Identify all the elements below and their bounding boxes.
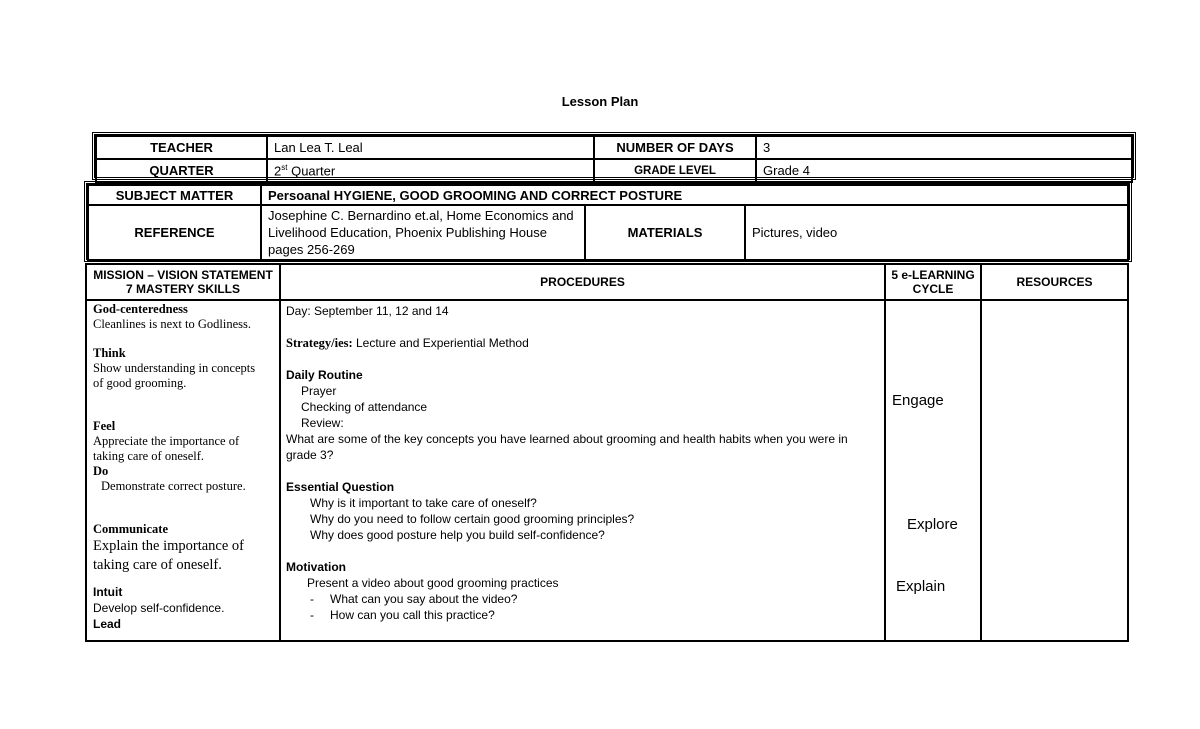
skill-title: God-centeredness (93, 302, 188, 316)
motivation-text: Present a video about good grooming practices (307, 576, 559, 590)
procedures-table (85, 263, 1129, 642)
teacher-value: Lan Lea T. Leal (267, 136, 594, 159)
cycle-engage: Engage (892, 392, 944, 409)
skill-text: Cleanlines is next to Godliness. (93, 317, 251, 331)
routine-item: Review: (301, 416, 344, 430)
resources-header: RESOURCES (981, 264, 1128, 300)
motivation-item-text: What can you say about the video? (330, 592, 518, 606)
essential-item: Why does good posture help you build self-confidence? (310, 528, 605, 542)
review-question-cont: grade 3? (286, 448, 334, 462)
skill-title: Communicate (93, 522, 168, 536)
reference-line: Josephine C. Bernardino et.al, Home Economics and (268, 208, 574, 223)
routine-title: Daily Routine (286, 368, 363, 382)
cycle-explain: Explain (896, 578, 946, 595)
skill-text: taking care of oneself. (93, 449, 205, 463)
grade-value: Grade 4 (756, 159, 1132, 182)
procedures-header: PROCEDURES (280, 264, 885, 300)
mission-header-line2: 7 MASTERY SKILLS (125, 282, 241, 296)
cycle-header-line2: CYCLE (912, 282, 954, 296)
routine-item: Checking of attendance (301, 400, 428, 414)
quarter-word: Quarter (287, 163, 336, 179)
mission-header (86, 264, 280, 300)
skill-text: Appreciate the importance of (93, 434, 240, 448)
motivation-item: - How can you call this practice? (310, 608, 495, 622)
day-line: Day: September 11, 12 and 14 (286, 304, 449, 318)
quarter-number: 2 (274, 163, 282, 179)
essential-item: Why do you need to follow certain good grooming principles? (310, 512, 635, 526)
routine-item: Prayer (301, 384, 337, 398)
motivation-item-text: How can you call this practice? (330, 608, 495, 622)
cycle-header (885, 264, 981, 300)
cycle-header-line1: 5 e-LEARNING (891, 268, 975, 282)
skill-text: Develop self-confidence. (93, 601, 225, 615)
cycle-cell (885, 300, 981, 641)
page-title: Lesson Plan (561, 94, 639, 109)
reference-value (261, 205, 585, 260)
subject-value: Persoanal HYGIENE, GOOD GROOMING AND CORRECT POSTURE (261, 185, 1128, 205)
strategy-line (286, 335, 880, 351)
review-question: What are some of the key concepts you have learned about grooming and health habits when you were in (286, 432, 848, 446)
days-label: NUMBER OF DAYS (594, 136, 756, 159)
strategy-value: Lecture and Experiential Method (352, 336, 529, 350)
mission-header-line1: MISSION – VISION STATEMENT (93, 268, 273, 282)
skill-title: Do (93, 464, 109, 478)
skill-text: Show understanding in concepts (93, 361, 256, 375)
skill-title: Feel (93, 419, 116, 433)
skill-text: taking care of oneself. (93, 557, 222, 573)
essential-title: Essential Question (286, 480, 395, 494)
grade-label: GRADE LEVEL (594, 159, 756, 182)
subject-table (84, 181, 1132, 262)
motivation-title: Motivation (286, 560, 346, 574)
reference-line: Livelihood Education, Phoenix Publishing House (268, 225, 547, 240)
skill-title: Lead (93, 617, 122, 631)
materials-label: MATERIALS (585, 205, 745, 260)
subject-label: SUBJECT MATTER (88, 185, 261, 205)
skill-text: Explain the importance of (93, 538, 244, 554)
materials-value: Pictures, video (745, 205, 1128, 260)
days-value: 3 (756, 136, 1132, 159)
reference-label: REFERENCE (88, 205, 261, 260)
motivation-item: - What can you say about the video? (310, 592, 518, 606)
skill-text: of good grooming. (93, 376, 187, 390)
skill-title: Intuit (93, 585, 123, 599)
quarter-label: QUARTER (96, 159, 267, 182)
resources-cell (981, 300, 1128, 641)
strategy-label: Strategy/ies: (286, 336, 353, 350)
quarter-value (267, 159, 594, 182)
skill-title: Think (93, 346, 126, 360)
reference-line: pages 256-269 (268, 242, 355, 257)
procedures-cell (280, 300, 885, 641)
teacher-info-table (92, 132, 1136, 180)
mastery-skills-cell (86, 300, 280, 641)
teacher-label: TEACHER (96, 136, 267, 159)
cycle-explore: Explore (907, 516, 958, 533)
quarter-suffix: st (281, 162, 288, 172)
skill-text: Demonstrate correct posture. (101, 479, 246, 493)
essential-item: Why is it important to take care of oneself? (310, 496, 537, 510)
